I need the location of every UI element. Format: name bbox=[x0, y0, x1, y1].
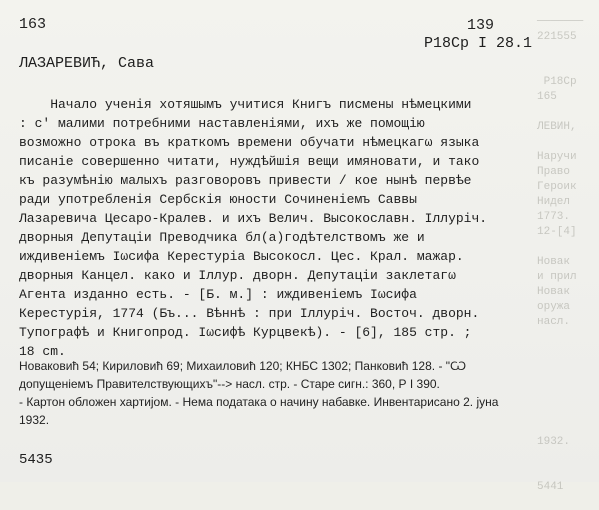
description-line: къ разумѣнію малыхъ разговоровъ привести / кое нынѣ первѣе bbox=[19, 173, 472, 188]
note-line: допущеніемъ Правителствующихъ"--> насл. стр. - Старе сигн.: 360, Р I 390. bbox=[19, 377, 440, 391]
description-line: Начало ученія хотяшымъ учитися Книгъ писмены нѣмецкими bbox=[19, 97, 472, 112]
author-heading: ЛАЗАРЕВИЋ, Сава bbox=[19, 55, 155, 72]
inventory-number: 5435 bbox=[19, 452, 53, 468]
description-line: Лазаревича Цесаро-Кралев. и ихъ Велич. Высокославн. Іллуріч. bbox=[19, 211, 488, 226]
description-line: дворныя Депутаціи Преводчика бл(а)годѣтелствомъ же и bbox=[19, 230, 425, 245]
page-number: 139 bbox=[467, 17, 495, 34]
description-line: писаніе совершенно читати, нуждѣйшія вещи имяновати, и тако bbox=[19, 154, 480, 169]
description-line: Керестурія, 1774 (Бъ... Вѣннѣ : при Іллуріч. Восточ. дворн. bbox=[19, 306, 480, 321]
description-line: Агента изданно есть. - [Б. м.] : иждивеніемъ Іωсифа bbox=[19, 287, 417, 302]
description-line: 18 cm. bbox=[19, 344, 66, 359]
call-number: Р18Ср I 28.1 bbox=[424, 35, 533, 52]
note-line: - Картон обложен хартијом. - Нема података о начину набавке. Инвентарисано 2. јуна bbox=[19, 395, 499, 409]
catalog-notes bbox=[19, 357, 579, 429]
note-line: Новаковић 54; Кириловић 69; Михаиловић 120; КНБС 1302; Панковић 128. - "Ѡ bbox=[19, 359, 467, 373]
bibliographic-description bbox=[19, 95, 579, 361]
bleed-through-text: ─────── 221555 Р18Ср 165 ЛЕВИН, Наручи Право Героик Нидел 1773. 12-[4] Новак и прил Новак оружа насл. 1932. 5441 bbox=[537, 16, 584, 493]
description-line: Тупографѣ и Книгопрод. Іωсифѣ Курцвекѣ). - [6], 185 стр. ; bbox=[19, 325, 472, 340]
description-line: : с' малими потребними наставленіями, ихъ же помощію bbox=[19, 116, 425, 131]
description-line: возможно отрока въ краткомъ времени обучати нѣмецкагω языка bbox=[19, 135, 480, 150]
description-line: иждивеніемъ Іωсифа Керестуріа Высокосл. Цес. Крал. мажар. bbox=[19, 249, 464, 264]
description-line: ради употребленія Сербскія юности Сочиненіемъ Саввы bbox=[19, 192, 417, 207]
description-line: дворныя Канцел. како и Іллур. дворн. Депутаціи заклетагω bbox=[19, 268, 456, 283]
note-line: 1932. bbox=[19, 413, 50, 427]
card-number: 163 bbox=[19, 16, 47, 33]
